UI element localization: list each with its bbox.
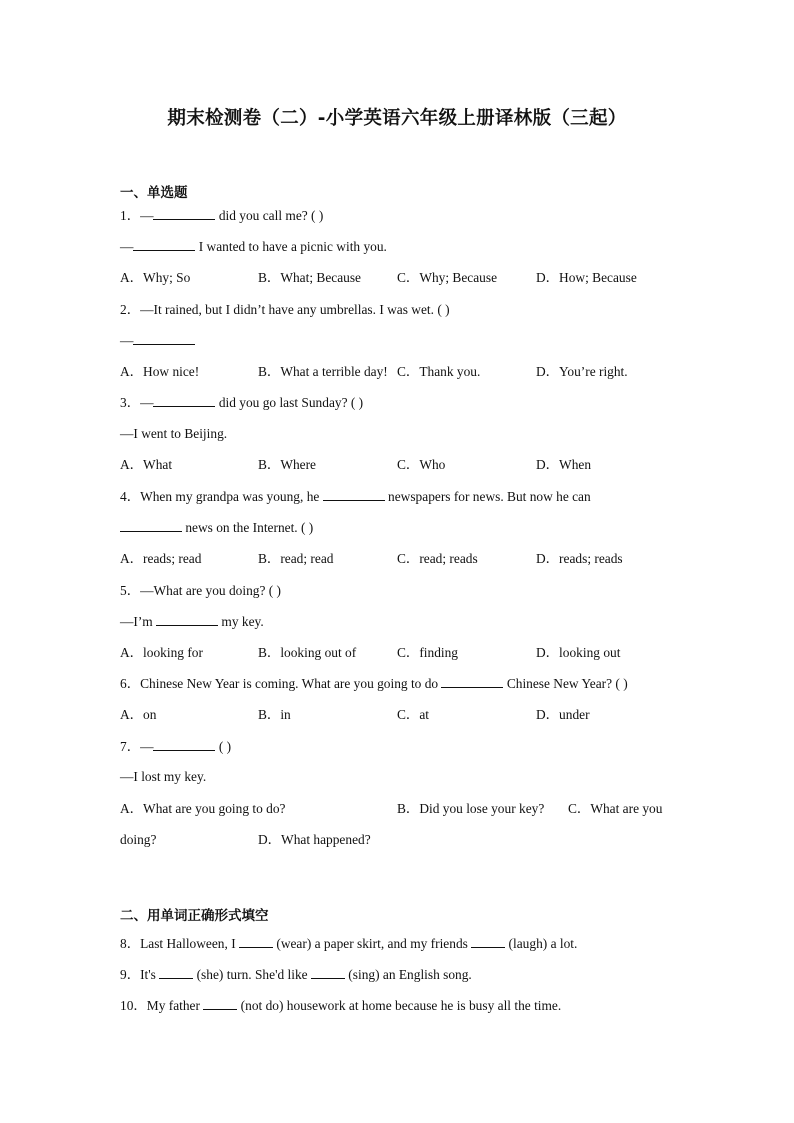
stem-text: It's [140,967,160,982]
answer-blank[interactable] [471,935,505,948]
answer-blank[interactable] [153,207,215,220]
option-d[interactable]: D．How; Because [536,270,637,285]
stem-text: did you call me? ( ) [215,208,324,223]
option-d[interactable]: D．When [536,457,592,472]
question-3-response: —I went to Beijing. [120,426,228,441]
option-a[interactable]: A．Why; So [120,270,191,285]
stem-text: Chinese New Year is coming. What are you going to do [140,676,442,691]
dash: — [120,333,134,348]
response-text: my key. [218,614,264,629]
question-number: 5． [120,583,141,598]
answer-blank[interactable] [239,935,273,948]
question-number: 7． [120,739,141,754]
question-number: 10． [120,998,147,1013]
option-d[interactable]: D．reads; reads [536,551,623,566]
option-b[interactable]: B．What a terrible day! [258,364,388,379]
option-b[interactable]: B．What; Because [258,270,361,285]
option-b[interactable]: B．Did you lose your key? [397,801,545,816]
option-a[interactable]: A．reads; read [120,551,202,566]
stem-text: (sing) an English song. [344,967,472,982]
answer-blank[interactable] [133,238,195,251]
stem-text: —What are you doing? ( ) [140,583,282,598]
answer-blank[interactable] [311,966,345,979]
answer-blank[interactable] [323,488,385,501]
answer-blank[interactable] [153,394,215,407]
answer-blank[interactable] [159,966,193,979]
question-number: 2． [120,302,141,317]
question-number: 4． [120,489,141,504]
option-b[interactable]: B．read; read [258,551,334,566]
stem-text: (she) turn. She'd like [193,967,311,982]
option-d[interactable]: D．You’re right. [536,364,628,379]
dash: — [140,739,154,754]
option-a[interactable]: A．looking for [120,645,203,660]
section-heading-multiple-choice: 一、单选题 [120,185,188,201]
question-6-stem [120,675,628,693]
option-c[interactable]: C．at [397,707,429,722]
answer-blank[interactable] [133,332,195,345]
stem-text: newspapers for news. But now he can [384,489,591,504]
dash: — [120,239,134,254]
question-4-stem-cont [120,519,313,537]
question-1-stem [120,207,323,225]
option-b[interactable]: B．looking out of [258,645,357,660]
section-heading-fill-in: 二、用单词正确形式填空 [120,908,269,924]
option-d[interactable]: D．looking out [536,645,621,660]
stem-text: My father [146,998,204,1013]
option-c[interactable]: C．finding [397,645,459,660]
question-number: 1． [120,208,141,223]
question-5-response [120,613,264,631]
dash: — [140,208,154,223]
stem-text: Last Halloween, I [140,936,240,951]
stem-text: Chinese New Year? ( ) [503,676,628,691]
question-10 [120,997,561,1015]
option-c[interactable]: C．Why; Because [397,270,498,285]
question-2-stem [120,301,450,319]
option-d[interactable]: D．What happened? [258,832,371,847]
option-d[interactable]: D．under [536,707,590,722]
option-a[interactable]: A．What are you going to do? [120,801,286,816]
stem-text: did you go last Sunday? ( ) [215,395,364,410]
response-text: I wanted to have a picnic with you. [195,239,387,254]
option-c-cont[interactable]: doing? [120,832,157,847]
page-title: 期末检测卷（二）-小学英语六年级上册译林版（三起） [167,108,627,129]
question-number: 9． [120,967,141,982]
stem-text: ( ) [215,739,232,754]
option-c[interactable]: C．Who [397,457,446,472]
question-7-response: —I lost my key. [120,769,207,784]
answer-blank[interactable] [120,519,182,532]
option-a[interactable]: A．on [120,707,157,722]
answer-blank[interactable] [153,738,215,751]
stem-text: (not do) housework at home because he is busy all the time. [237,998,562,1013]
question-5-stem [120,582,281,600]
question-3-stem [120,394,363,412]
question-number: 3． [120,395,141,410]
question-9 [120,966,472,984]
answer-blank[interactable] [441,675,503,688]
dash: — [140,395,154,410]
question-2-response [120,332,195,350]
answer-blank[interactable] [156,613,218,626]
stem-text: news on the Internet. ( ) [182,520,314,535]
option-b[interactable]: B．in [258,707,291,722]
stem-text: (wear) a paper skirt, and my friends [273,936,472,951]
response-text: —I’m [120,614,157,629]
option-c[interactable]: C．Thank you. [397,364,481,379]
stem-text: —It rained, but I didn’t have any umbrellas. I was wet. ( ) [140,302,450,317]
option-b[interactable]: B．Where [258,457,317,472]
answer-blank[interactable] [203,997,237,1010]
question-7-stem [120,738,231,756]
option-c[interactable]: C．read; reads [397,551,478,566]
option-a[interactable]: A．How nice! [120,364,200,379]
stem-text: When my grandpa was young, he [140,489,323,504]
question-4-stem [120,488,591,506]
question-1-response [120,238,387,256]
question-number: 6． [120,676,141,691]
option-c[interactable]: C．What are you [568,801,663,816]
question-number: 8． [120,936,141,951]
question-8 [120,935,577,953]
stem-text: (laugh) a lot. [505,936,578,951]
option-a[interactable]: A．What [120,457,173,472]
